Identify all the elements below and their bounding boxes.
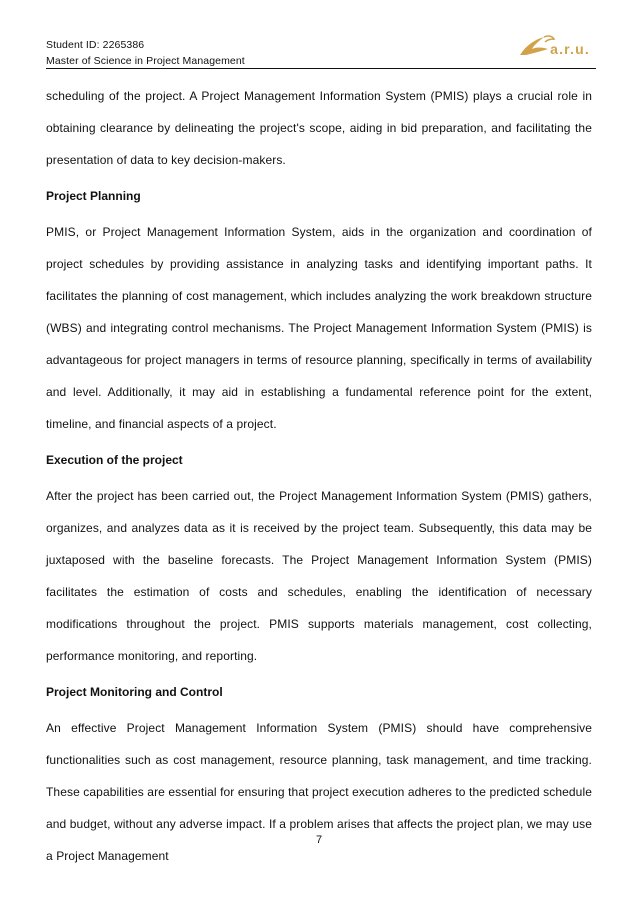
header-divider (46, 68, 596, 69)
student-id: Student ID: 2265386 (46, 39, 145, 51)
section-heading-project-planning: Project Planning (46, 189, 141, 203)
program-name: Master of Science in Project Management (46, 55, 245, 67)
project-planning-paragraph: PMIS, or Project Management Information System, aids in the organization and coordination of project schedules by providing assistance in analyzing tasks and identifying important paths. It facilitates the planning of cost management, which includes analyzing the work breakdown structure (WBS) and integrating control mechanisms. The Project Management Information System (PMIS) is advantageous for project managers in terms of resource planning, specifically in terms of availability and level. Additionally, it may aid in establishing a fundamental reference point for the extent, timeline, and financial aspects of a project. (46, 225, 592, 431)
logo-text: a.r.u. (550, 41, 590, 57)
page-header (46, 37, 596, 69)
intro-paragraph: scheduling of the project. A Project Management Information System (PMIS) plays a crucial role in obtaining clearance by delineating the project's scope, aiding in bid preparation, and facilitating the presentation of data to key decision-makers. (46, 89, 592, 167)
aru-logo (512, 31, 596, 61)
page-number: 7 (315, 834, 323, 846)
execution-paragraph: After the project has been carried out, the Project Management Information System (PMIS) gathers, organizes, and analyzes data as it is received by the project team. Subsequently, this data may be juxtaposed with the baseline forecasts. The Project Management Information System (PMIS) facilitates the estimation of costs and schedules, enabling the identification of necessary modifications throughout the project. PMIS supports materials management, cost collecting, performance monitoring, and reporting. (46, 489, 592, 663)
section-heading-execution: Execution of the project (46, 453, 183, 467)
monitoring-paragraph: An effective Project Management Information System (PMIS) should have comprehensive functionalities such as cost management, resource planning, task management, and time tracking. These capabilities are essential for ensuring that project execution adheres to the predicted schedule and budget, without any adverse impact. If a problem arises that affects the project plan, we may use a Project Management (46, 721, 592, 863)
document-body (46, 80, 592, 872)
section-heading-monitoring: Project Monitoring and Control (46, 685, 223, 699)
